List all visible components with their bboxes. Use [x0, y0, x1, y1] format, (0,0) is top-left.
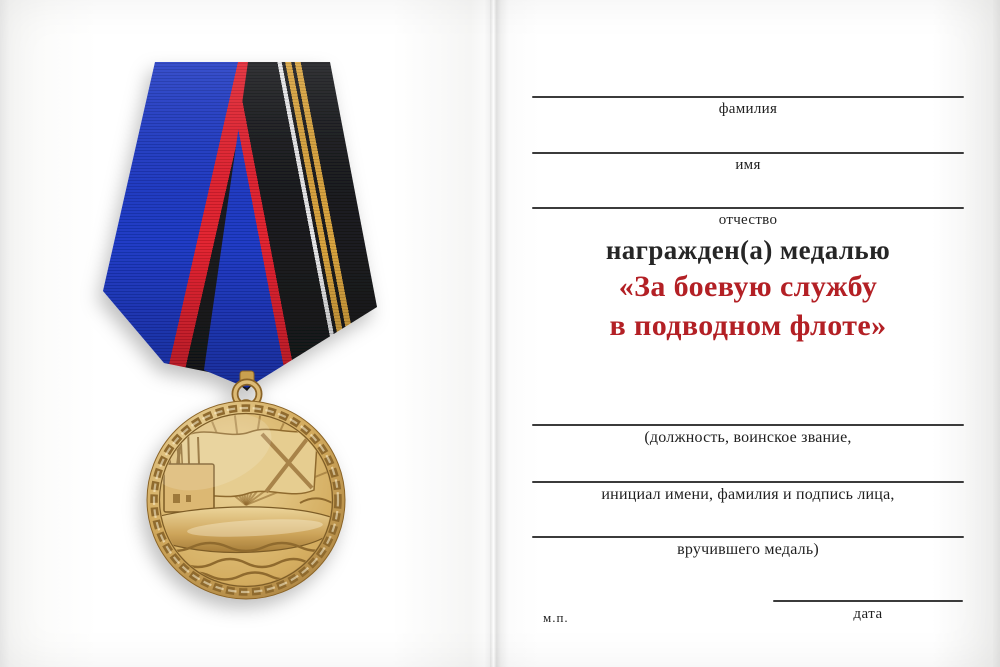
date-label: дата: [853, 606, 883, 622]
firstname-label: имя: [735, 157, 761, 173]
page-right-edge: [993, 0, 1000, 667]
medal-name-line2: в подводном флоте»: [609, 309, 887, 342]
award-line: награжден(а) медалью: [605, 235, 891, 265]
medal-name: [502, 267, 994, 345]
presenter-line: [532, 536, 964, 538]
medal-photo: [0, 0, 490, 667]
position-line: [532, 424, 964, 426]
initials-line: [532, 481, 964, 483]
patronymic-line: [532, 207, 964, 209]
seal-place-label: м.п.: [543, 610, 569, 625]
patronymic-label: отчество: [718, 212, 778, 228]
medal-disc: [120, 376, 354, 599]
surname-label: фамилия: [718, 101, 778, 117]
surname-line: [532, 96, 964, 98]
presenter-label: вручившего медаль): [677, 541, 819, 558]
date-line: [773, 600, 963, 602]
ribbon: [103, 62, 377, 391]
firstname-line: [532, 152, 964, 154]
position-label: (должность, воинское звание,: [644, 429, 852, 446]
medal-name-line1: «За боевую службу: [618, 270, 878, 303]
initials-label: инициал имени, фамилия и подпись лица,: [601, 486, 895, 503]
